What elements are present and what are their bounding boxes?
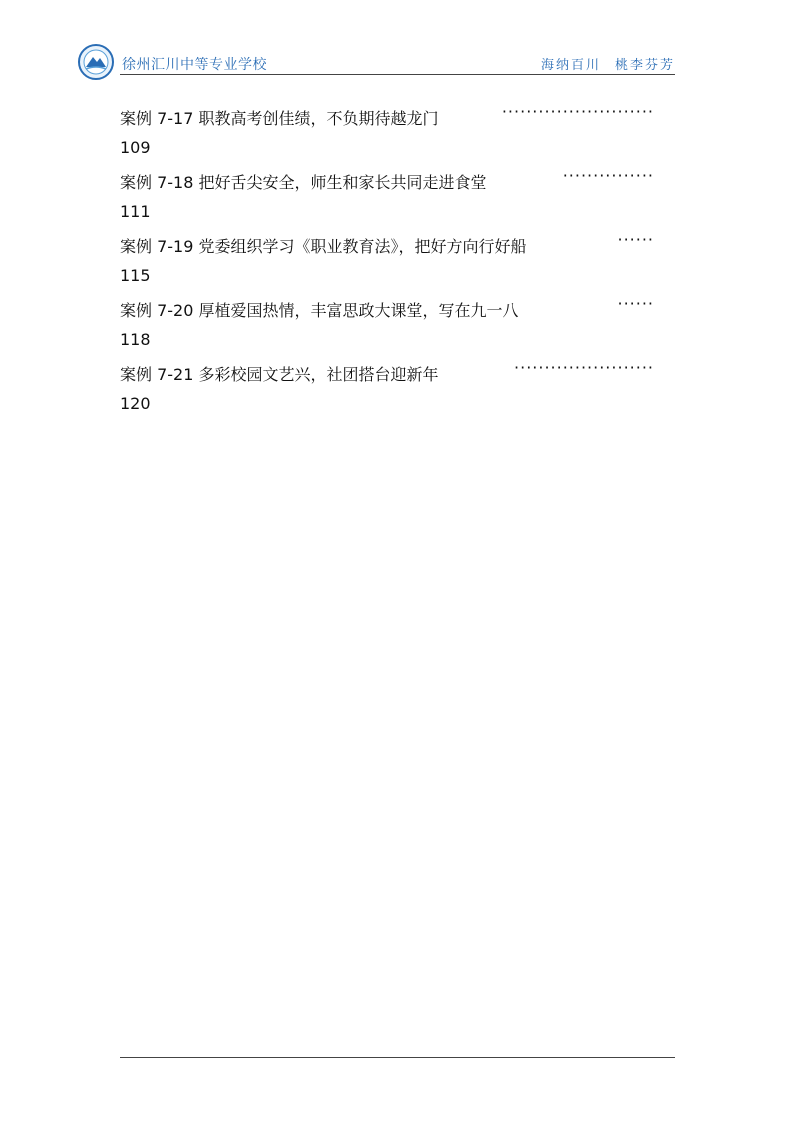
footer-divider [120,1057,675,1058]
toc-entry-page: 111 [120,202,151,221]
school-name: 徐州汇川中等专业学校 [122,57,267,73]
toc-entry-title: 案例 7-20 厚植爱国热情，丰富思政大课堂，写在九一八 [120,301,519,320]
toc-entry[interactable] [120,292,660,356]
toc-entry[interactable] [120,228,660,292]
toc-entry-leader: ······ [617,294,654,313]
toc-entry-title: 案例 7-21 多彩校园文艺兴，社团搭台迎新年 [120,365,439,384]
toc-entry-leader: ··············· [562,166,654,185]
header-divider [120,74,675,75]
toc-entry-title: 案例 7-17 职教高考创佳绩，不负期待越龙门 [120,109,439,128]
toc-entry-page: 115 [120,266,151,285]
toc-entry-title: 案例 7-18 把好舌尖安全，师生和家长共同走进食堂 [120,173,487,192]
school-emblem-icon [78,44,114,80]
motto-part2: 桃李芬芳 [614,58,675,73]
toc-entry-leader: ······················· [514,358,654,377]
toc-entry-page: 118 [120,330,151,349]
toc-entry-page: 109 [120,138,151,157]
toc-entry-page: 120 [120,394,151,413]
toc-entry-leader: ······ [617,230,654,249]
toc-entry[interactable] [120,164,660,228]
school-motto [541,54,675,73]
toc-entry-leader: ························· [501,102,654,121]
toc-entry[interactable] [120,356,660,420]
toc-entry-title: 案例 7-19 党委组织学习《职业教育法》，把好方向行好船 [120,237,527,256]
table-of-contents [120,100,660,420]
toc-entry[interactable] [120,100,660,164]
motto-part1: 海纳百川 [540,58,601,73]
